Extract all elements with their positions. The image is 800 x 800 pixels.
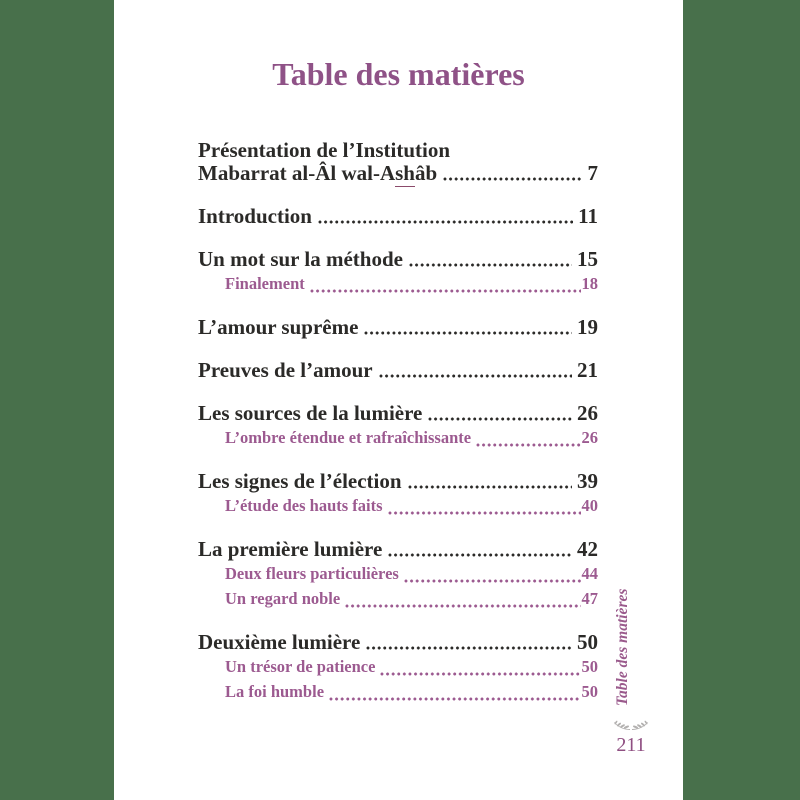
toc-subentry bbox=[198, 679, 598, 704]
entry-label: Deuxième lumière bbox=[198, 630, 361, 654]
entry-label: Preuves de l’amour bbox=[198, 358, 373, 382]
entry-page-number: 50 bbox=[581, 657, 598, 676]
leader-dots bbox=[366, 646, 572, 650]
entry-label: Un trésor de patience bbox=[225, 657, 376, 676]
toc-subentry bbox=[198, 271, 598, 296]
toc-entry bbox=[198, 248, 598, 271]
entry-label: Finalement bbox=[225, 274, 305, 293]
entry-page-number: 19 bbox=[577, 315, 598, 339]
entry-label: Les signes de l’élection bbox=[198, 469, 402, 493]
leader-dots bbox=[310, 289, 581, 293]
entry-label bbox=[198, 162, 437, 185]
entry-page-number: 47 bbox=[581, 589, 598, 608]
toc-entry bbox=[198, 631, 598, 654]
entry-label: L’amour suprême bbox=[198, 315, 359, 339]
leader-dots bbox=[476, 443, 580, 447]
toc-entry bbox=[198, 538, 598, 561]
margin-vertical-title: Table des matières bbox=[614, 588, 631, 706]
toc-entry bbox=[198, 162, 598, 185]
leader-dots bbox=[318, 220, 573, 224]
entry-label: La foi humble bbox=[225, 682, 325, 701]
entry-label: Un mot sur la méthode bbox=[198, 247, 403, 271]
entry-page-number: 11 bbox=[578, 204, 598, 228]
leader-dots bbox=[379, 374, 572, 378]
page-title: Table des matières bbox=[272, 56, 525, 92]
entry-label-part: Mabarrat al-Âl wal-A bbox=[198, 161, 396, 185]
entry-page-number: 26 bbox=[581, 428, 598, 447]
leader-dots bbox=[380, 672, 580, 676]
leader-dots bbox=[345, 604, 580, 608]
entry-label: Présentation de l’Institution bbox=[198, 138, 450, 162]
transliteration-underline: sh bbox=[395, 161, 415, 185]
toc-entry bbox=[198, 359, 598, 382]
entry-page-number: 44 bbox=[581, 564, 598, 583]
leader-dots bbox=[388, 553, 572, 557]
toc-subentry bbox=[198, 654, 598, 679]
table-of-contents bbox=[114, 139, 683, 704]
entry-label: L’ombre étendue et rafraîchissante bbox=[225, 428, 472, 447]
entry-label: Deux fleurs particulières bbox=[225, 564, 399, 583]
leader-dots bbox=[428, 417, 572, 421]
leader-dots bbox=[408, 485, 572, 489]
entry-page-number: 7 bbox=[587, 161, 598, 185]
entry-page-number: 42 bbox=[577, 537, 598, 561]
entry-page-number: 15 bbox=[577, 247, 598, 271]
page-number: 211 bbox=[616, 734, 646, 756]
entry-page-number: 50 bbox=[581, 682, 598, 701]
leader-dots bbox=[409, 263, 572, 267]
entry-page-number: 26 bbox=[577, 401, 598, 425]
entry-page-number: 21 bbox=[577, 358, 598, 382]
leader-dots bbox=[443, 177, 582, 181]
toc-entry bbox=[198, 205, 598, 228]
toc-subentry bbox=[198, 561, 598, 586]
toc-subentry bbox=[198, 493, 598, 518]
entry-page-number: 39 bbox=[577, 469, 598, 493]
entry-label: L’étude des hauts faits bbox=[225, 496, 383, 515]
toc-entry bbox=[198, 316, 598, 339]
book-page bbox=[114, 0, 683, 800]
toc-entry bbox=[198, 470, 598, 493]
leader-dots bbox=[329, 697, 580, 701]
entry-label: Les sources de la lumière bbox=[198, 401, 423, 425]
entry-page-number: 40 bbox=[581, 496, 598, 515]
toc-entry bbox=[198, 402, 598, 425]
leader-dots bbox=[364, 331, 572, 335]
entry-label-part: âb bbox=[414, 161, 438, 185]
entry-page-number: 18 bbox=[581, 274, 598, 293]
entry-label: Un regard noble bbox=[225, 589, 341, 608]
toc-subentry bbox=[198, 586, 598, 611]
entry-label: La première lumière bbox=[198, 537, 383, 561]
leader-dots bbox=[404, 579, 581, 583]
toc-entry bbox=[198, 139, 598, 162]
leader-dots bbox=[388, 511, 581, 515]
entry-label: Introduction bbox=[198, 204, 312, 228]
entry-page-number: 50 bbox=[577, 630, 598, 654]
laurel-ornament-icon bbox=[611, 718, 651, 734]
toc-subentry bbox=[198, 425, 598, 450]
